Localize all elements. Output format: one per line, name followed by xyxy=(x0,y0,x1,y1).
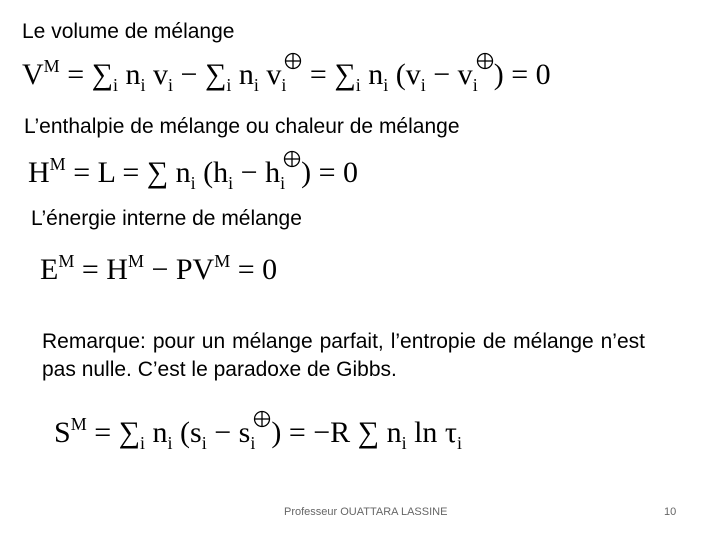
remark-text: Remarque: pour un mélange parfait, l’entropie de mélange n’est pas nulle. C’est le paradoxe de Gibbs. xyxy=(42,330,645,381)
standard-state-icon xyxy=(283,150,301,168)
standard-state-icon xyxy=(253,410,271,428)
equation-entropie: $S^M = \sum_i$ $n_i$ ($s_i - s_i$ ) = −R ∑ $n_i$ $\ln \tau_i$ xyxy=(54,410,462,451)
heading-energie: L’énergie interne de mélange xyxy=(31,207,302,230)
page-number: 10 xyxy=(664,506,677,518)
standard-state-icon xyxy=(476,52,494,70)
heading-enthalpie: L’enthalpie de mélange ou chaleur de mélange xyxy=(24,115,460,138)
standard-state-icon xyxy=(284,52,302,70)
heading-volume: Le volume de mélange xyxy=(22,20,235,43)
footer-author: Professeur OUATTARA LASSINE xyxy=(284,506,448,518)
equation-enthalpie: $H^M = L$ = ∑ $n_i$ ($h_i - h_i$ ) = 0 xyxy=(28,150,358,191)
equation-volume: $V^M = \sum_i$ $n_i$ $v_i - \sum_i$ $n_i$ $v_i$ = $\sum_i$ $n_i$ ($v_i - v_i$ ) = 0 xyxy=(22,52,551,93)
equation-energie: $E^M = H^M - PV^M = 0$ xyxy=(40,251,278,286)
